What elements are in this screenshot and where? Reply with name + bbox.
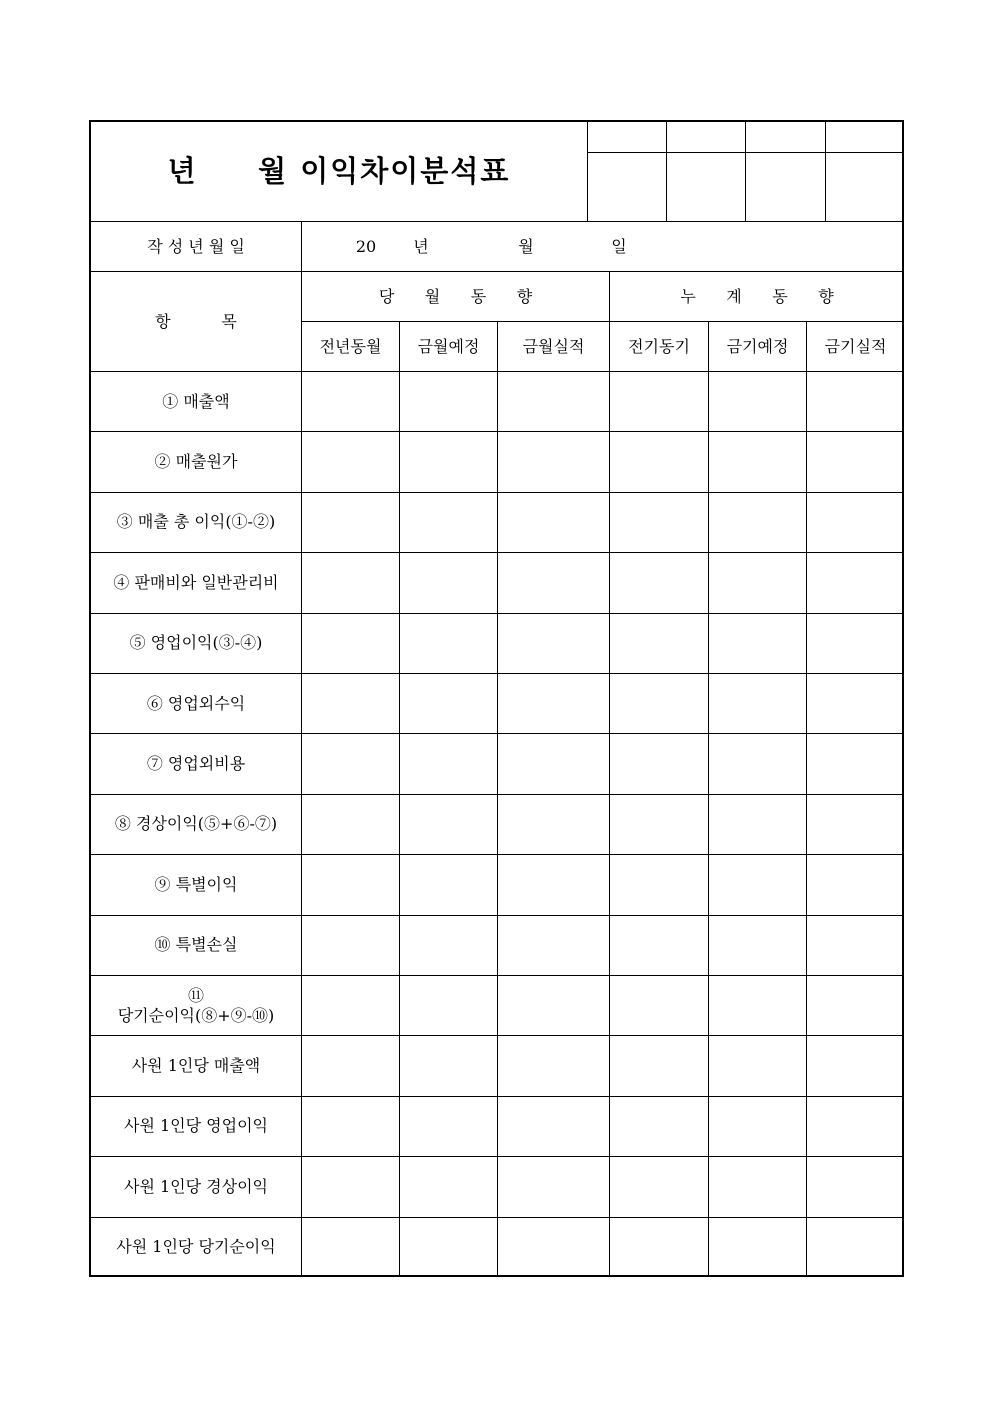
- value-cell[interactable]: [302, 1218, 399, 1277]
- row-label: ⑤ 영업이익(③-④): [129, 633, 263, 653]
- value-cell[interactable]: [498, 734, 609, 793]
- value-cell[interactable]: [610, 674, 708, 733]
- value-cell[interactable]: [400, 614, 497, 673]
- value-cell[interactable]: [302, 553, 399, 612]
- value-cell[interactable]: [807, 1097, 904, 1156]
- column-header: 전년동월: [319, 336, 382, 356]
- value-cell[interactable]: [709, 734, 806, 793]
- value-cell[interactable]: [400, 1157, 497, 1216]
- value-cell[interactable]: [302, 493, 399, 552]
- approval-box-1[interactable]: [588, 153, 666, 221]
- form-title: 년 월 이익차이분석표: [167, 154, 511, 189]
- item-header: 항 목: [155, 311, 237, 331]
- row-label: ⑥ 영업외수익: [146, 693, 246, 713]
- value-cell[interactable]: [498, 916, 609, 975]
- value-cell[interactable]: [498, 432, 609, 491]
- column-header: 전기동기: [628, 336, 690, 356]
- value-cell[interactable]: [400, 916, 497, 975]
- column-header: 금기실적: [824, 336, 887, 356]
- value-cell[interactable]: [610, 734, 708, 793]
- date-year-prefix: 20: [355, 236, 377, 256]
- value-cell[interactable]: [610, 1218, 708, 1277]
- value-cell[interactable]: [400, 1036, 497, 1095]
- value-cell[interactable]: [709, 855, 806, 914]
- value-cell[interactable]: [807, 372, 904, 431]
- value-cell[interactable]: [610, 976, 708, 1035]
- value-cell[interactable]: [498, 1218, 609, 1277]
- value-cell[interactable]: [302, 795, 399, 854]
- value-cell[interactable]: [807, 1218, 904, 1277]
- value-cell[interactable]: [498, 855, 609, 914]
- value-cell[interactable]: [709, 553, 806, 612]
- date-day-unit: 일: [611, 236, 627, 256]
- row-label: 사원 1인당 당기순이익: [116, 1237, 276, 1257]
- value-cell[interactable]: [498, 795, 609, 854]
- value-cell[interactable]: [610, 1097, 708, 1156]
- row-label: 사원 1인당 경상이익: [124, 1176, 268, 1196]
- value-cell[interactable]: [610, 432, 708, 491]
- approval-box-3[interactable]: [746, 153, 825, 221]
- value-cell[interactable]: [709, 976, 806, 1035]
- row-label: ⑪ 당기순이익(⑧+⑨-⑩): [117, 985, 275, 1025]
- value-cell[interactable]: [302, 916, 399, 975]
- value-cell[interactable]: [807, 1157, 904, 1216]
- value-cell[interactable]: [400, 493, 497, 552]
- value-cell[interactable]: [709, 1036, 806, 1095]
- row-label: 사원 1인당 매출액: [131, 1056, 261, 1076]
- value-cell[interactable]: [807, 855, 904, 914]
- value-cell[interactable]: [807, 1036, 904, 1095]
- value-cell[interactable]: [400, 976, 497, 1035]
- value-cell[interactable]: [400, 372, 497, 431]
- column-header: 금월실적: [522, 336, 585, 356]
- value-cell[interactable]: [709, 614, 806, 673]
- value-cell[interactable]: [807, 432, 904, 491]
- row-label: ⑩ 특별손실: [154, 935, 238, 955]
- value-cell[interactable]: [807, 734, 904, 793]
- monthly-trend-header: 당 월 동 향: [378, 286, 533, 306]
- value-cell[interactable]: [807, 795, 904, 854]
- value-cell[interactable]: [302, 855, 399, 914]
- value-cell[interactable]: [610, 855, 708, 914]
- approval-box-4[interactable]: [826, 153, 904, 221]
- value-cell[interactable]: [709, 432, 806, 491]
- date-year-unit: 년: [413, 236, 429, 256]
- analysis-form: [89, 120, 904, 1277]
- value-cell[interactable]: [610, 614, 708, 673]
- value-cell[interactable]: [498, 493, 609, 552]
- value-cell[interactable]: [498, 372, 609, 431]
- value-cell[interactable]: [498, 1157, 609, 1216]
- value-cell[interactable]: [400, 1218, 497, 1277]
- value-cell[interactable]: [498, 614, 609, 673]
- value-cell[interactable]: [498, 1097, 609, 1156]
- value-cell[interactable]: [400, 553, 497, 612]
- value-cell[interactable]: [302, 734, 399, 793]
- value-cell[interactable]: [302, 674, 399, 733]
- value-cell[interactable]: [709, 1097, 806, 1156]
- row-label: ⑦ 영업외비용: [146, 754, 246, 774]
- value-cell[interactable]: [709, 916, 806, 975]
- value-cell[interactable]: [498, 674, 609, 733]
- value-cell[interactable]: [302, 976, 399, 1035]
- row-label: ③ 매출 총 이익(①-②): [116, 512, 276, 532]
- value-cell[interactable]: [400, 795, 497, 854]
- value-cell[interactable]: [498, 553, 609, 612]
- date-label: 작 성 년 월 일: [147, 236, 245, 256]
- value-cell[interactable]: [709, 372, 806, 431]
- value-cell[interactable]: [709, 795, 806, 854]
- value-cell[interactable]: [400, 432, 497, 491]
- approval-box-2[interactable]: [667, 153, 745, 221]
- value-cell[interactable]: [302, 372, 399, 431]
- value-cell[interactable]: [610, 493, 708, 552]
- value-cell[interactable]: [400, 855, 497, 914]
- value-cell[interactable]: [400, 1097, 497, 1156]
- value-cell[interactable]: [807, 976, 904, 1035]
- row-label: ② 매출원가: [154, 452, 238, 472]
- value-cell[interactable]: [610, 1036, 708, 1095]
- value-cell[interactable]: [302, 1097, 399, 1156]
- value-cell[interactable]: [807, 493, 904, 552]
- column-header: 금기예정: [726, 336, 789, 356]
- value-cell[interactable]: [302, 1157, 399, 1216]
- cumulative-trend-header: 누 계 동 향: [680, 286, 834, 306]
- value-cell[interactable]: [610, 553, 708, 612]
- row-label: ⑧ 경상이익(⑤+⑥-⑦): [114, 814, 278, 834]
- value-cell[interactable]: [302, 614, 399, 673]
- value-cell[interactable]: [498, 1036, 609, 1095]
- row-label: ⑨ 특별이익: [154, 874, 238, 894]
- value-cell[interactable]: [400, 674, 497, 733]
- row-label: 사원 1인당 영업이익: [124, 1116, 268, 1136]
- value-cell[interactable]: [302, 1036, 399, 1095]
- value-cell[interactable]: [709, 1157, 806, 1216]
- value-cell[interactable]: [498, 976, 609, 1035]
- value-cell[interactable]: [807, 614, 904, 673]
- value-cell[interactable]: [709, 493, 806, 552]
- value-cell[interactable]: [610, 916, 708, 975]
- value-cell[interactable]: [610, 1157, 708, 1216]
- value-cell[interactable]: [709, 1218, 806, 1277]
- row-label: ① 매출액: [162, 391, 230, 411]
- row-label: ④ 판매비와 일반관리비: [113, 572, 279, 592]
- value-cell[interactable]: [400, 734, 497, 793]
- value-cell[interactable]: [302, 432, 399, 491]
- value-cell[interactable]: [807, 916, 904, 975]
- column-header: 금월예정: [417, 336, 480, 356]
- value-cell[interactable]: [807, 553, 904, 612]
- value-cell[interactable]: [709, 674, 806, 733]
- date-month-unit: 월: [518, 236, 534, 256]
- value-cell[interactable]: [610, 795, 708, 854]
- value-cell[interactable]: [610, 372, 708, 431]
- value-cell[interactable]: [807, 674, 904, 733]
